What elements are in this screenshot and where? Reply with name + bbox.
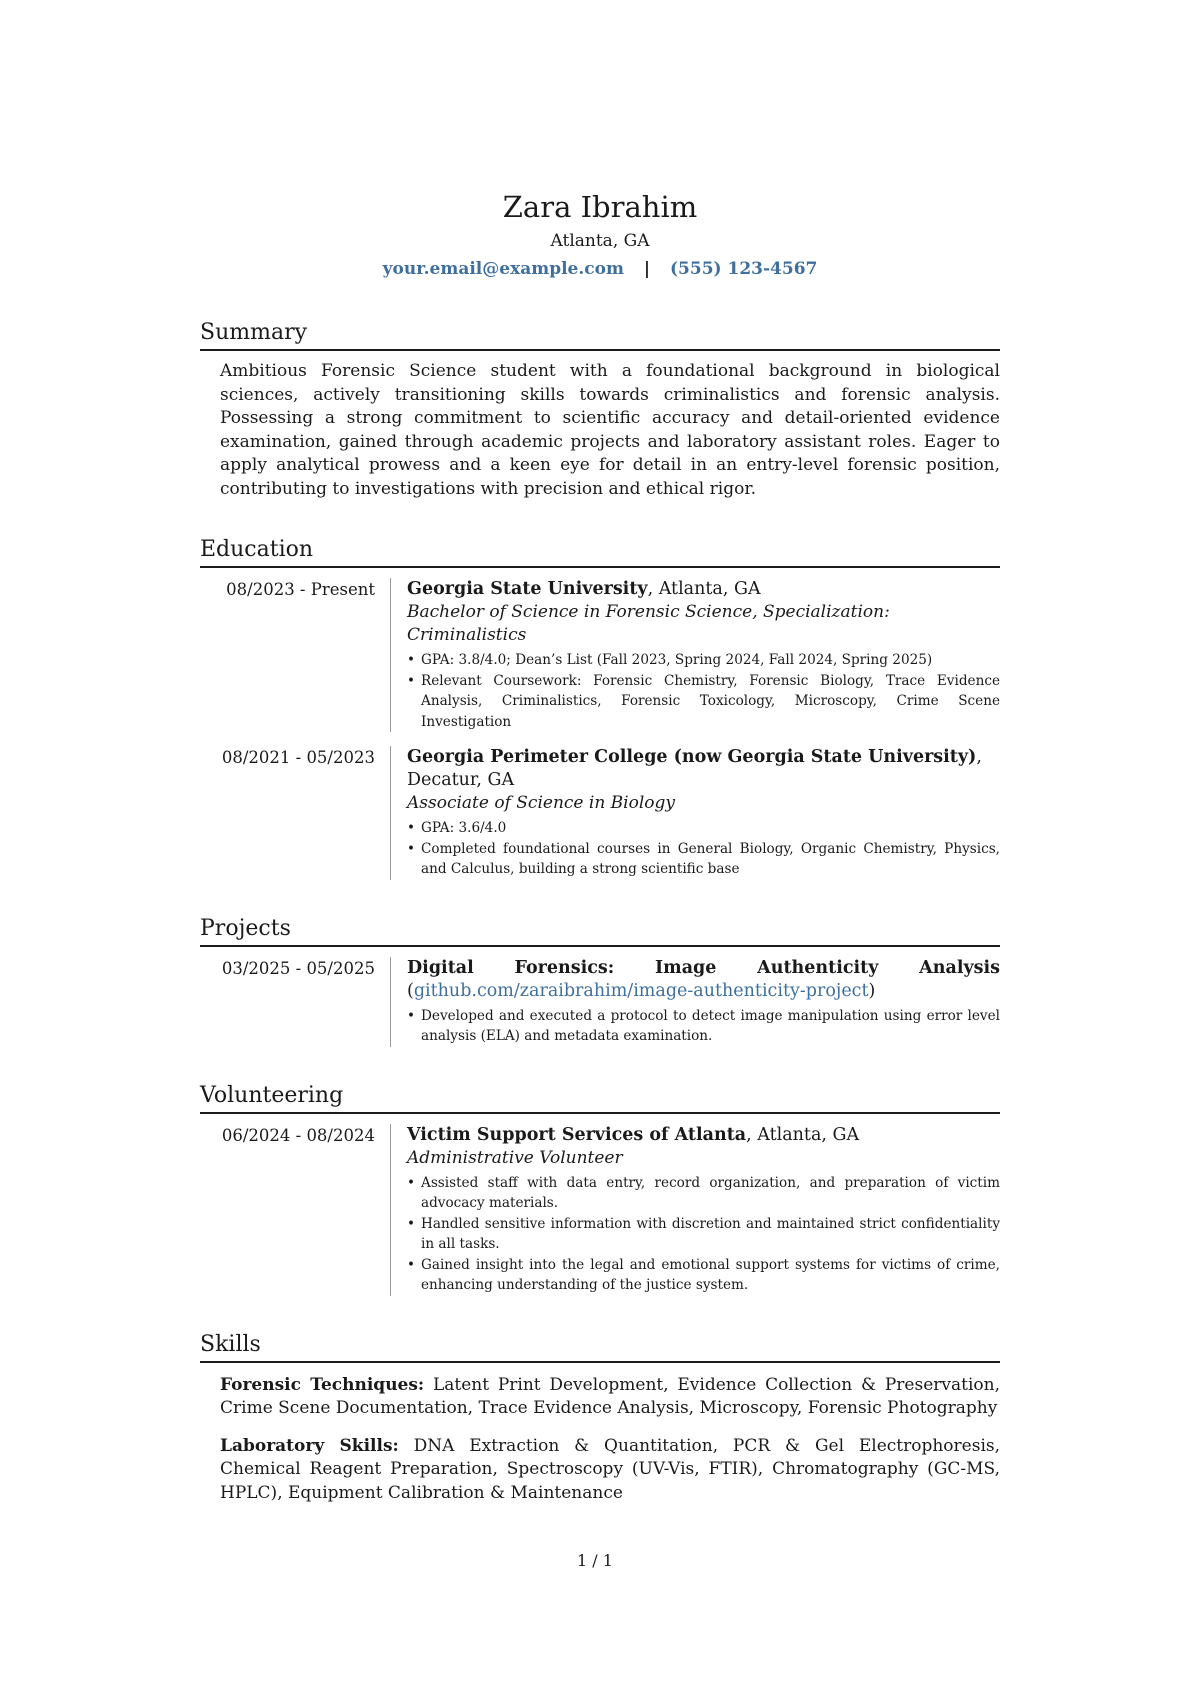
- institution-location: , Decatur, GA: [407, 747, 982, 790]
- projects-heading: Projects: [200, 916, 1000, 947]
- volunteering-entry: [200, 1124, 1000, 1296]
- bullet-item: • Handled sensitive information with discretion and maintained strict confidentiality in all tasks.: [407, 1214, 1000, 1255]
- summary-text: Ambitious Forensic Science student with a foundational background in biological sciences, actively transitioning skills towards criminalistics and forensic analysis. Possessing a strong commitment to scientific accuracy and detail-oriented evidence examination, gained through academic projects and laboratory assistant roles. Eager to apply analytical prowess and a keen eye for detail in an entry-level forensic position, contributing to investigations with precision and ethical rigor.: [220, 361, 1000, 499]
- entry-body: [390, 746, 1000, 880]
- skill-item: [220, 1374, 1000, 1421]
- education-section: [200, 537, 1000, 880]
- phone-link[interactable]: (555) 123-4567: [670, 259, 818, 279]
- bullet-item: • Developed and executed a protocol to detect image manipulation using error level analysis (ELA) and metadata examination.: [407, 1006, 1000, 1047]
- email-link[interactable]: your.email@example.com: [382, 259, 624, 279]
- projects-section: [200, 916, 1000, 1047]
- bullet-item: • GPA: 3.6/4.0: [407, 818, 1000, 839]
- resume-header: [200, 190, 1000, 280]
- role-title: Administrative Volunteer: [407, 1147, 623, 1168]
- summary-section: [200, 320, 1000, 501]
- entry-heading: [407, 1124, 1000, 1147]
- contact-line: [200, 258, 1000, 280]
- skill-label: Laboratory Skills:: [220, 1435, 399, 1456]
- entry-body: [390, 957, 1000, 1047]
- skill-value: Latent Print Development, Evidence Collection & Preservation, Crime Scene Documentation, Trace Evidence Analysis, Microscopy, Forensic Photography: [220, 1374, 1000, 1418]
- entry-date: 06/2024 - 08/2024: [221, 1125, 375, 1145]
- resume-page: [200, 190, 1000, 1505]
- entry-heading: [407, 746, 1000, 792]
- bullet-item: • Gained insight into the legal and emotional support systems for victims of crime, enhancing understanding of the justice system.: [407, 1255, 1000, 1296]
- entry-date: 03/2025 - 05/2025: [221, 958, 375, 978]
- institution-name: Georgia Perimeter College (now Georgia State University): [407, 747, 977, 767]
- bullet-item: • GPA: 3.8/4.0; Dean’s List (Fall 2023, Spring 2024, Fall 2024, Spring 2025): [407, 650, 1000, 671]
- bullet-item: • Assisted staff with data entry, record organization, and preparation of victim advocacy materials.: [407, 1173, 1000, 1214]
- volunteering-section: [200, 1083, 1000, 1296]
- volunteering-heading: Volunteering: [200, 1083, 1000, 1114]
- institution-name: Georgia State University: [407, 579, 648, 599]
- institution-location: , Atlanta, GA: [647, 579, 761, 599]
- skills-heading: Skills: [200, 1332, 1000, 1363]
- skills-list: [220, 1374, 1000, 1506]
- link-open-paren: (: [407, 980, 414, 1001]
- skill-value: DNA Extraction & Quantitation, PCR & Gel Electrophoresis, Chemical Reagent Preparation, Spectroscopy (UV-Vis, FTIR), Chromatography (GC-MS, HPLC), Equipment Calibration & Maintenance: [220, 1435, 1001, 1503]
- candidate-name: Zara Ibrahim: [502, 190, 698, 224]
- entry-heading: [407, 957, 1000, 1003]
- entry-bullets: [407, 650, 1000, 732]
- contact-separator: |: [643, 259, 651, 279]
- bullet-item: • Relevant Coursework: Forensic Chemistry, Forensic Biology, Trace Evidence Analysis, Criminalistics, Forensic Toxicology, Microscopy, Crime Scene Investigation: [407, 671, 1000, 733]
- entry-heading: [407, 578, 1000, 601]
- entry-bullets: [407, 818, 1000, 880]
- skills-section: [200, 1332, 1000, 1506]
- summary-heading: Summary: [200, 320, 1000, 351]
- project-link[interactable]: github.com/zaraibrahim/image-authenticity-project: [413, 980, 869, 1001]
- bullet-item: • Completed foundational courses in General Biology, Organic Chemistry, Physics, and Calculus, building a strong scientific base: [407, 839, 1000, 880]
- project-entry: [200, 957, 1000, 1047]
- education-entry: [200, 746, 1000, 880]
- degree-title: Associate of Science in Biology: [407, 793, 675, 813]
- project-name: Digital Forensics: Image Authenticity Analysis: [407, 957, 1000, 978]
- candidate-location: Atlanta, GA: [550, 231, 650, 251]
- page-number: 1 / 1: [577, 1551, 613, 1570]
- entry-bullets: [407, 1006, 1000, 1047]
- entry-bullets: [407, 1173, 1000, 1296]
- entry-date: 08/2023 - Present: [226, 580, 375, 599]
- entry-body: [390, 1124, 1000, 1296]
- education-entry: [200, 578, 1000, 732]
- skill-item: [220, 1435, 1000, 1506]
- entry-body: [390, 578, 1000, 732]
- degree-title: Bachelor of Science in Forensic Science, Specialization: Criminalistics: [407, 602, 890, 645]
- education-heading: Education: [200, 537, 1000, 568]
- link-close-paren: ): [868, 980, 876, 1001]
- organization-name: Victim Support Services of Atlanta: [407, 1124, 747, 1145]
- skill-label: Forensic Techniques:: [220, 1374, 425, 1395]
- entry-date: 08/2021 - 05/2023: [221, 748, 375, 767]
- organization-location: , Atlanta, GA: [746, 1124, 860, 1145]
